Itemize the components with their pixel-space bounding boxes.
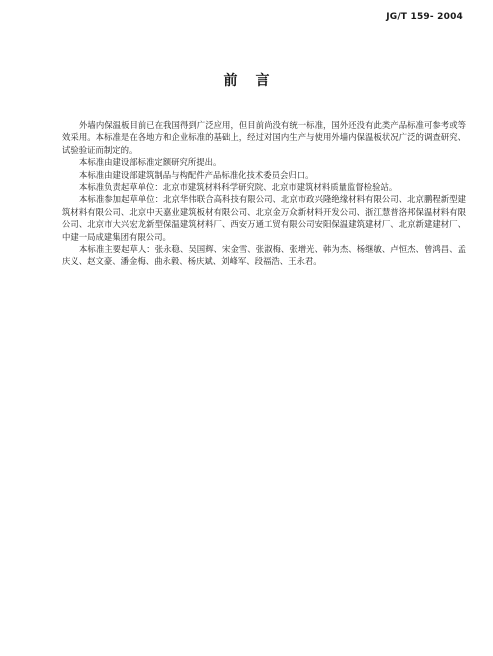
paragraph-administrator: 本标准由建设部建筑制品与构配件产品标准化技术委员会归口。 [79,169,314,180]
paragraph-participating-drafters: 本标准参加起草单位：北京华伟联合高科技有限公司、北京市政兴隆绝缘材料有限公司、北京鹏程新型建筑材料有限公司、北京中天嘉业建筑板材有限公司、北京金万众新材料开发公司、浙江慧普洛邦保温材料有限公司、北京市大兴宏龙新型保温建筑材料厂、西安万通工贸有限公司安阳保温建筑建材厂、北京新建建材厂、中建一局成建集团有限公司。 [62,194,466,242]
paragraph-lead-drafters: 本标准负责起草单位：北京市建筑材料科学研究院、北京市建筑材料质量监督检验站。 [79,182,398,193]
standard-code: JG/T 159- 2004 [386,12,463,22]
paragraph-proposer: 本标准由建设部标准定额研究所提出。 [79,157,222,168]
page-title: 前言 [223,73,288,89]
paragraph-main-drafters: 本标准主要起草人：张永稳、吴国辉、宋金雪、张淑梅、张增光、韩为杰、杨继敏、卢恒杰、曾鸿昌、孟庆义、赵文豪、潘金梅、曲永毅、杨庆斌、刘峰军、段福浩、王永君。 [62,244,466,267]
paragraph-intro: 外墙内保温板目前已在我国得到广泛应用，但目前尚没有统一标准，国外还没有此类产品标准可参考或等效采用。本标准是在各地方和企业标准的基础上，经过对国内生产与使用外墙内保温板状况广泛的调查研究、试验验证而制定的。 [62,120,466,155]
foreword-body [62,119,466,268]
